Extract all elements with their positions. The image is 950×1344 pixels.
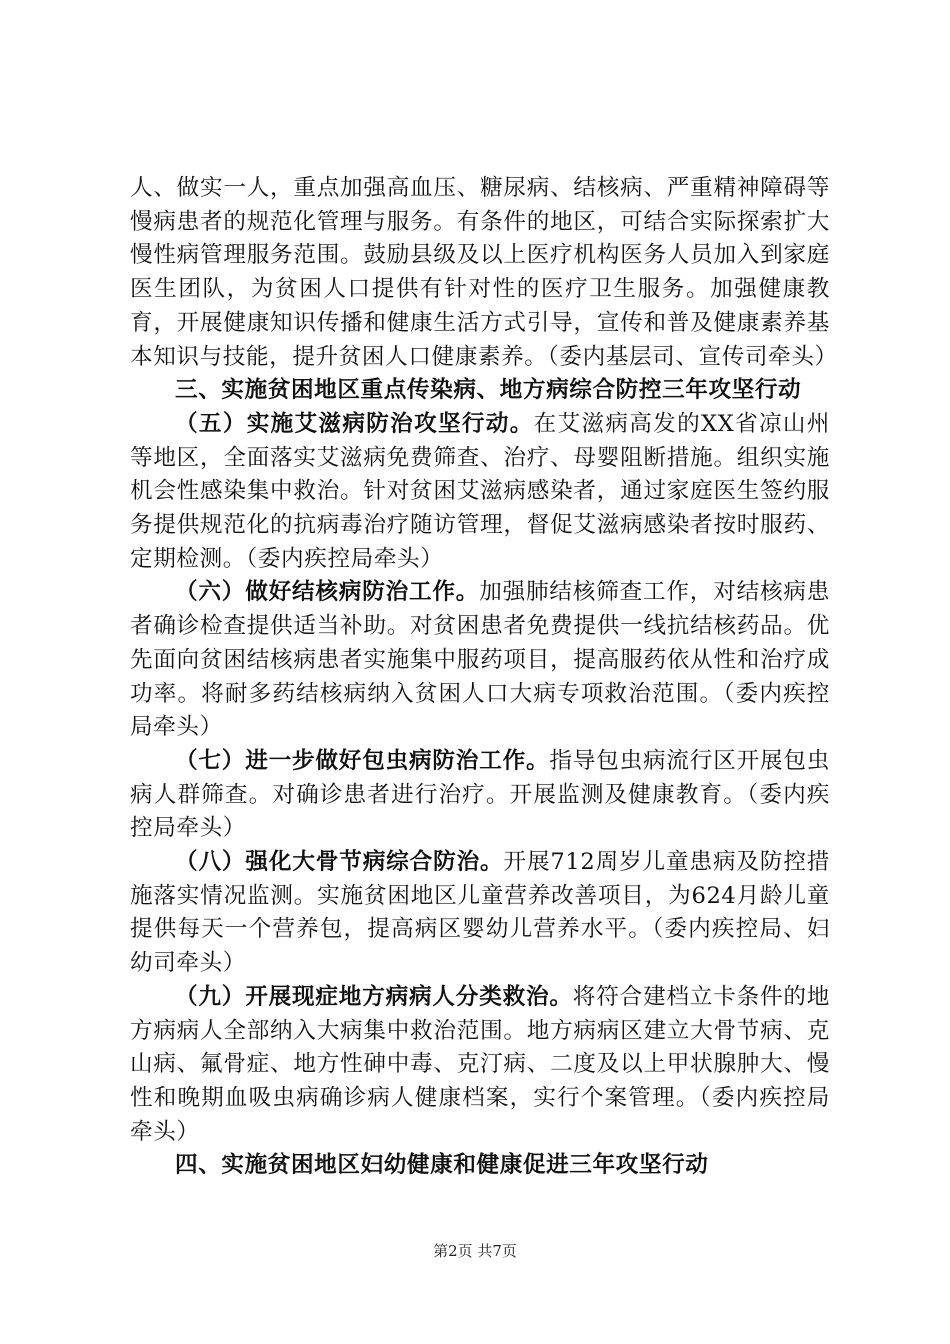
document-body [130, 172, 838, 1183]
section-heading-4: 四、实施贫困地区妇幼健康和健康促进三年攻坚行动 [175, 1152, 709, 1179]
item-paragraph-9 [130, 981, 830, 1150]
item-body-6: 加强肺结核筛查工作，对结核病患者确诊检查提供适当补助。对贫困患者免费提供一线抗结核药品。优先面向贫困结核病患者实施集中服药项目，提高服药依从性和治疗成功率。将耐多药结核病纳入贫困人口大病专项救治范围。（委内疾控局牵头） [130, 579, 830, 741]
item-paragraph-5 [130, 408, 830, 577]
item-lead-8: （八）强化大骨节病综合防治。 [175, 849, 504, 876]
item-body-8: 开展712周岁儿童患病及防控措施落实情况监测。实施贫困地区儿童营养改善项目，为624月龄儿童提供每天一个营养包，提高病区婴幼儿营养水平。（委内疾控局、妇幼司牵头） [130, 849, 830, 977]
item-paragraph-8 [130, 846, 830, 981]
item-paragraph-6 [130, 576, 830, 745]
item-body-5: 在艾滋病高发的XX省凉山州等地区，全面落实艾滋病免费筛查、治疗、母婴阻断措施。组织实施机会性感染集中救治。针对贫困艾滋病感染者，通过家庭医生签约服务提供规范化的抗病毒治疗随访管理，督促艾滋病感染者按时服药、定期检测。（委内疾控局牵头） [130, 410, 830, 572]
item-lead-6: （六）做好结核病防治工作。 [175, 579, 480, 606]
item-lead-7: （七）进一步做好包虫病防治工作。 [175, 747, 550, 774]
item-paragraph-7 [130, 745, 830, 846]
section-heading-3: 三、实施贫困地区重点传染病、地方病综合防控三年攻坚行动 [175, 377, 802, 404]
item-body-9: 将符合建档立卡条件的地方病病人全部纳入大病集中救治范围。地方病病区建立大骨节病、克山病、氟骨症、地方性砷中毒、克汀病、二度及以上甲状腺肿大、慢性和晚期血吸虫病确诊病人健康档案，实行个案管理。（委内疾控局牵头） [130, 983, 830, 1145]
item-body-7: 指导包虫病流行区开展包虫病人群筛查。对确诊患者进行治疗。开展监测及健康教育。（委内疾控局牵头） [130, 747, 830, 842]
item-lead-9: （九）开展现症地方病病人分类救治。 [175, 983, 573, 1010]
item-lead-5: （五）实施艾滋病防治攻坚行动。 [175, 410, 534, 437]
continuation-paragraph: 人、做实一人，重点加强高血压、糖尿病、结核病、严重精神障碍等慢病患者的规范化管理与服务。有条件的地区，可结合实际探索扩大慢性病管理服务范围。鼓励县级及以上医疗机构医务人员加入到家庭医生团队，为贫困人口提供有针对性的医疗卫生服务。加强健康教育，开展健康知识传播和健康生活方式引导，宣传和普及健康素养基本知识与技能，提升贫困人口健康素养。（委内基层司、宣传司牵头） [130, 175, 838, 370]
page-number-footer: 第2页 共7页 [433, 1242, 517, 1260]
